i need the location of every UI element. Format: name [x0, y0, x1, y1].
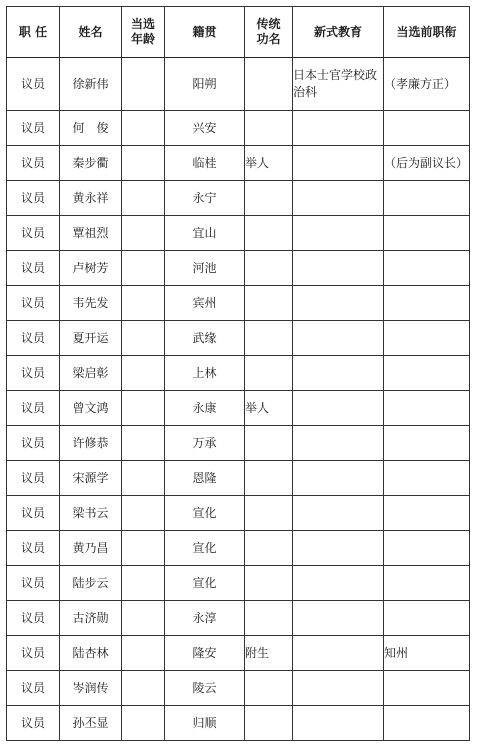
cell-title: 议员: [7, 706, 60, 741]
cell-traditional-degree: [245, 496, 293, 531]
cell-prior-post: [384, 321, 470, 356]
cell-traditional-degree: [245, 111, 293, 146]
cell-modern-education: [293, 146, 384, 181]
cell-modern-education: [293, 321, 384, 356]
cell-age: [122, 146, 165, 181]
cell-prior-post: [384, 531, 470, 566]
cell-title: 议员: [7, 391, 60, 426]
table-row: [7, 461, 470, 496]
table-row: [7, 58, 470, 111]
table-row: [7, 251, 470, 286]
cell-traditional-degree: 附生: [245, 636, 293, 671]
cell-title: 议员: [7, 356, 60, 391]
cell-traditional-degree: [245, 181, 293, 216]
table-row: [7, 391, 470, 426]
cell-title: 议员: [7, 58, 60, 111]
cell-native-place: 宣化: [165, 531, 245, 566]
cell-prior-post: [384, 391, 470, 426]
cell-traditional-degree: [245, 461, 293, 496]
cell-age: [122, 321, 165, 356]
cell-modern-education: [293, 636, 384, 671]
cell-modern-education: [293, 391, 384, 426]
cell-native-place: 永淳: [165, 601, 245, 636]
cell-name: 宋源学: [60, 461, 122, 496]
cell-modern-education: [293, 426, 384, 461]
assembly-member-table: [6, 6, 470, 741]
cell-prior-post: [384, 566, 470, 601]
header-name: 姓名: [60, 7, 122, 58]
cell-title: 议员: [7, 636, 60, 671]
cell-name: 夏开运: [60, 321, 122, 356]
header-prior-post: 当选前职衔: [384, 7, 470, 58]
cell-name: 梁书云: [60, 496, 122, 531]
cell-title: 议员: [7, 496, 60, 531]
cell-native-place: 永康: [165, 391, 245, 426]
cell-prior-post: [384, 461, 470, 496]
cell-prior-post: [384, 181, 470, 216]
cell-title: 议员: [7, 286, 60, 321]
table-row: [7, 601, 470, 636]
cell-prior-post: 知州: [384, 636, 470, 671]
cell-modern-education: [293, 286, 384, 321]
cell-prior-post: （孝廉方正）: [384, 58, 470, 111]
cell-age: [122, 58, 165, 111]
cell-name: 岑润传: [60, 671, 122, 706]
cell-age: [122, 251, 165, 286]
cell-age: [122, 391, 165, 426]
cell-native-place: 宾州: [165, 286, 245, 321]
cell-name: 秦步衢: [60, 146, 122, 181]
cell-title: 议员: [7, 671, 60, 706]
cell-age: [122, 286, 165, 321]
cell-modern-education: [293, 251, 384, 286]
cell-prior-post: [384, 496, 470, 531]
cell-prior-post: [384, 356, 470, 391]
cell-age: [122, 426, 165, 461]
cell-name: 曾文鸿: [60, 391, 122, 426]
table-row: [7, 636, 470, 671]
cell-modern-education: [293, 566, 384, 601]
cell-name: 覃祖烈: [60, 216, 122, 251]
table-row: [7, 356, 470, 391]
cell-native-place: 陵云: [165, 671, 245, 706]
cell-name: 何 俊: [60, 111, 122, 146]
cell-native-place: 隆安: [165, 636, 245, 671]
cell-native-place: 兴安: [165, 111, 245, 146]
cell-traditional-degree: 举人: [245, 146, 293, 181]
header-modern-education: 新式教育: [293, 7, 384, 58]
cell-modern-education: [293, 531, 384, 566]
cell-name: 陆步云: [60, 566, 122, 601]
cell-native-place: 临桂: [165, 146, 245, 181]
cell-modern-education: 日本士官学校政治科: [293, 58, 384, 111]
header-trad-line1: 传统: [256, 17, 281, 31]
cell-age: [122, 216, 165, 251]
cell-name: 韦先发: [60, 286, 122, 321]
cell-modern-education: [293, 111, 384, 146]
cell-name: 黄乃昌: [60, 531, 122, 566]
cell-modern-education: [293, 601, 384, 636]
cell-prior-post: [384, 601, 470, 636]
cell-prior-post: [384, 251, 470, 286]
cell-name: 许修恭: [60, 426, 122, 461]
cell-title: 议员: [7, 461, 60, 496]
cell-name: 孙丕显: [60, 706, 122, 741]
cell-native-place: 上林: [165, 356, 245, 391]
header-row: [7, 7, 470, 58]
cell-native-place: 武缘: [165, 321, 245, 356]
cell-traditional-degree: [245, 58, 293, 111]
cell-traditional-degree: [245, 321, 293, 356]
cell-prior-post: [384, 111, 470, 146]
cell-traditional-degree: [245, 286, 293, 321]
cell-traditional-degree: 举人: [245, 391, 293, 426]
cell-prior-post: [384, 216, 470, 251]
cell-name: 卢树芳: [60, 251, 122, 286]
header-native-place: 籍贯: [165, 7, 245, 58]
header-age: [122, 7, 165, 58]
table-body: [7, 58, 470, 741]
header-age-line2: 年龄: [130, 32, 155, 46]
cell-prior-post: [384, 426, 470, 461]
cell-native-place: 归顺: [165, 706, 245, 741]
cell-traditional-degree: [245, 601, 293, 636]
cell-age: [122, 111, 165, 146]
cell-name: 黄永祥: [60, 181, 122, 216]
table-row: [7, 146, 470, 181]
table-row: [7, 321, 470, 356]
cell-native-place: 万承: [165, 426, 245, 461]
table-row: [7, 496, 470, 531]
cell-prior-post: （后为副议长）: [384, 146, 470, 181]
cell-traditional-degree: [245, 531, 293, 566]
header-traditional-degree: [245, 7, 293, 58]
table-row: [7, 566, 470, 601]
header-trad-line2: 功名: [256, 32, 281, 46]
cell-modern-education: [293, 216, 384, 251]
cell-native-place: 永宁: [165, 181, 245, 216]
cell-title: 议员: [7, 251, 60, 286]
cell-age: [122, 496, 165, 531]
cell-title: 议员: [7, 531, 60, 566]
cell-age: [122, 566, 165, 601]
cell-traditional-degree: [245, 356, 293, 391]
cell-age: [122, 356, 165, 391]
cell-name: 徐新伟: [60, 58, 122, 111]
cell-modern-education: [293, 181, 384, 216]
header-title: 职 任: [7, 7, 60, 58]
cell-traditional-degree: [245, 671, 293, 706]
cell-prior-post: [384, 671, 470, 706]
cell-modern-education: [293, 671, 384, 706]
header-age-line1: 当选: [130, 17, 155, 31]
table-row: [7, 671, 470, 706]
cell-title: 议员: [7, 111, 60, 146]
table-row: [7, 531, 470, 566]
cell-age: [122, 671, 165, 706]
cell-modern-education: [293, 706, 384, 741]
table-row: [7, 286, 470, 321]
cell-native-place: 恩隆: [165, 461, 245, 496]
cell-native-place: 河池: [165, 251, 245, 286]
cell-title: 议员: [7, 181, 60, 216]
cell-title: 议员: [7, 426, 60, 461]
cell-native-place: 宜山: [165, 216, 245, 251]
cell-native-place: 宣化: [165, 496, 245, 531]
table-row: [7, 181, 470, 216]
cell-title: 议员: [7, 566, 60, 601]
cell-age: [122, 531, 165, 566]
cell-title: 议员: [7, 601, 60, 636]
table-row: [7, 111, 470, 146]
cell-age: [122, 181, 165, 216]
cell-age: [122, 636, 165, 671]
cell-age: [122, 706, 165, 741]
cell-prior-post: [384, 706, 470, 741]
cell-modern-education: [293, 461, 384, 496]
cell-title: 议员: [7, 146, 60, 181]
table-row: [7, 706, 470, 741]
table-header: [7, 7, 470, 58]
cell-traditional-degree: [245, 251, 293, 286]
cell-native-place: 宣化: [165, 566, 245, 601]
cell-traditional-degree: [245, 426, 293, 461]
cell-prior-post: [384, 286, 470, 321]
table-row: [7, 216, 470, 251]
cell-title: 议员: [7, 216, 60, 251]
cell-modern-education: [293, 356, 384, 391]
cell-name: 梁启彰: [60, 356, 122, 391]
cell-traditional-degree: [245, 566, 293, 601]
cell-name: 陆杏林: [60, 636, 122, 671]
cell-traditional-degree: [245, 216, 293, 251]
cell-traditional-degree: [245, 706, 293, 741]
cell-title: 议员: [7, 321, 60, 356]
cell-name: 古济勋: [60, 601, 122, 636]
cell-age: [122, 461, 165, 496]
cell-age: [122, 601, 165, 636]
cell-native-place: 阳朔: [165, 58, 245, 111]
cell-modern-education: [293, 496, 384, 531]
table-row: [7, 426, 470, 461]
